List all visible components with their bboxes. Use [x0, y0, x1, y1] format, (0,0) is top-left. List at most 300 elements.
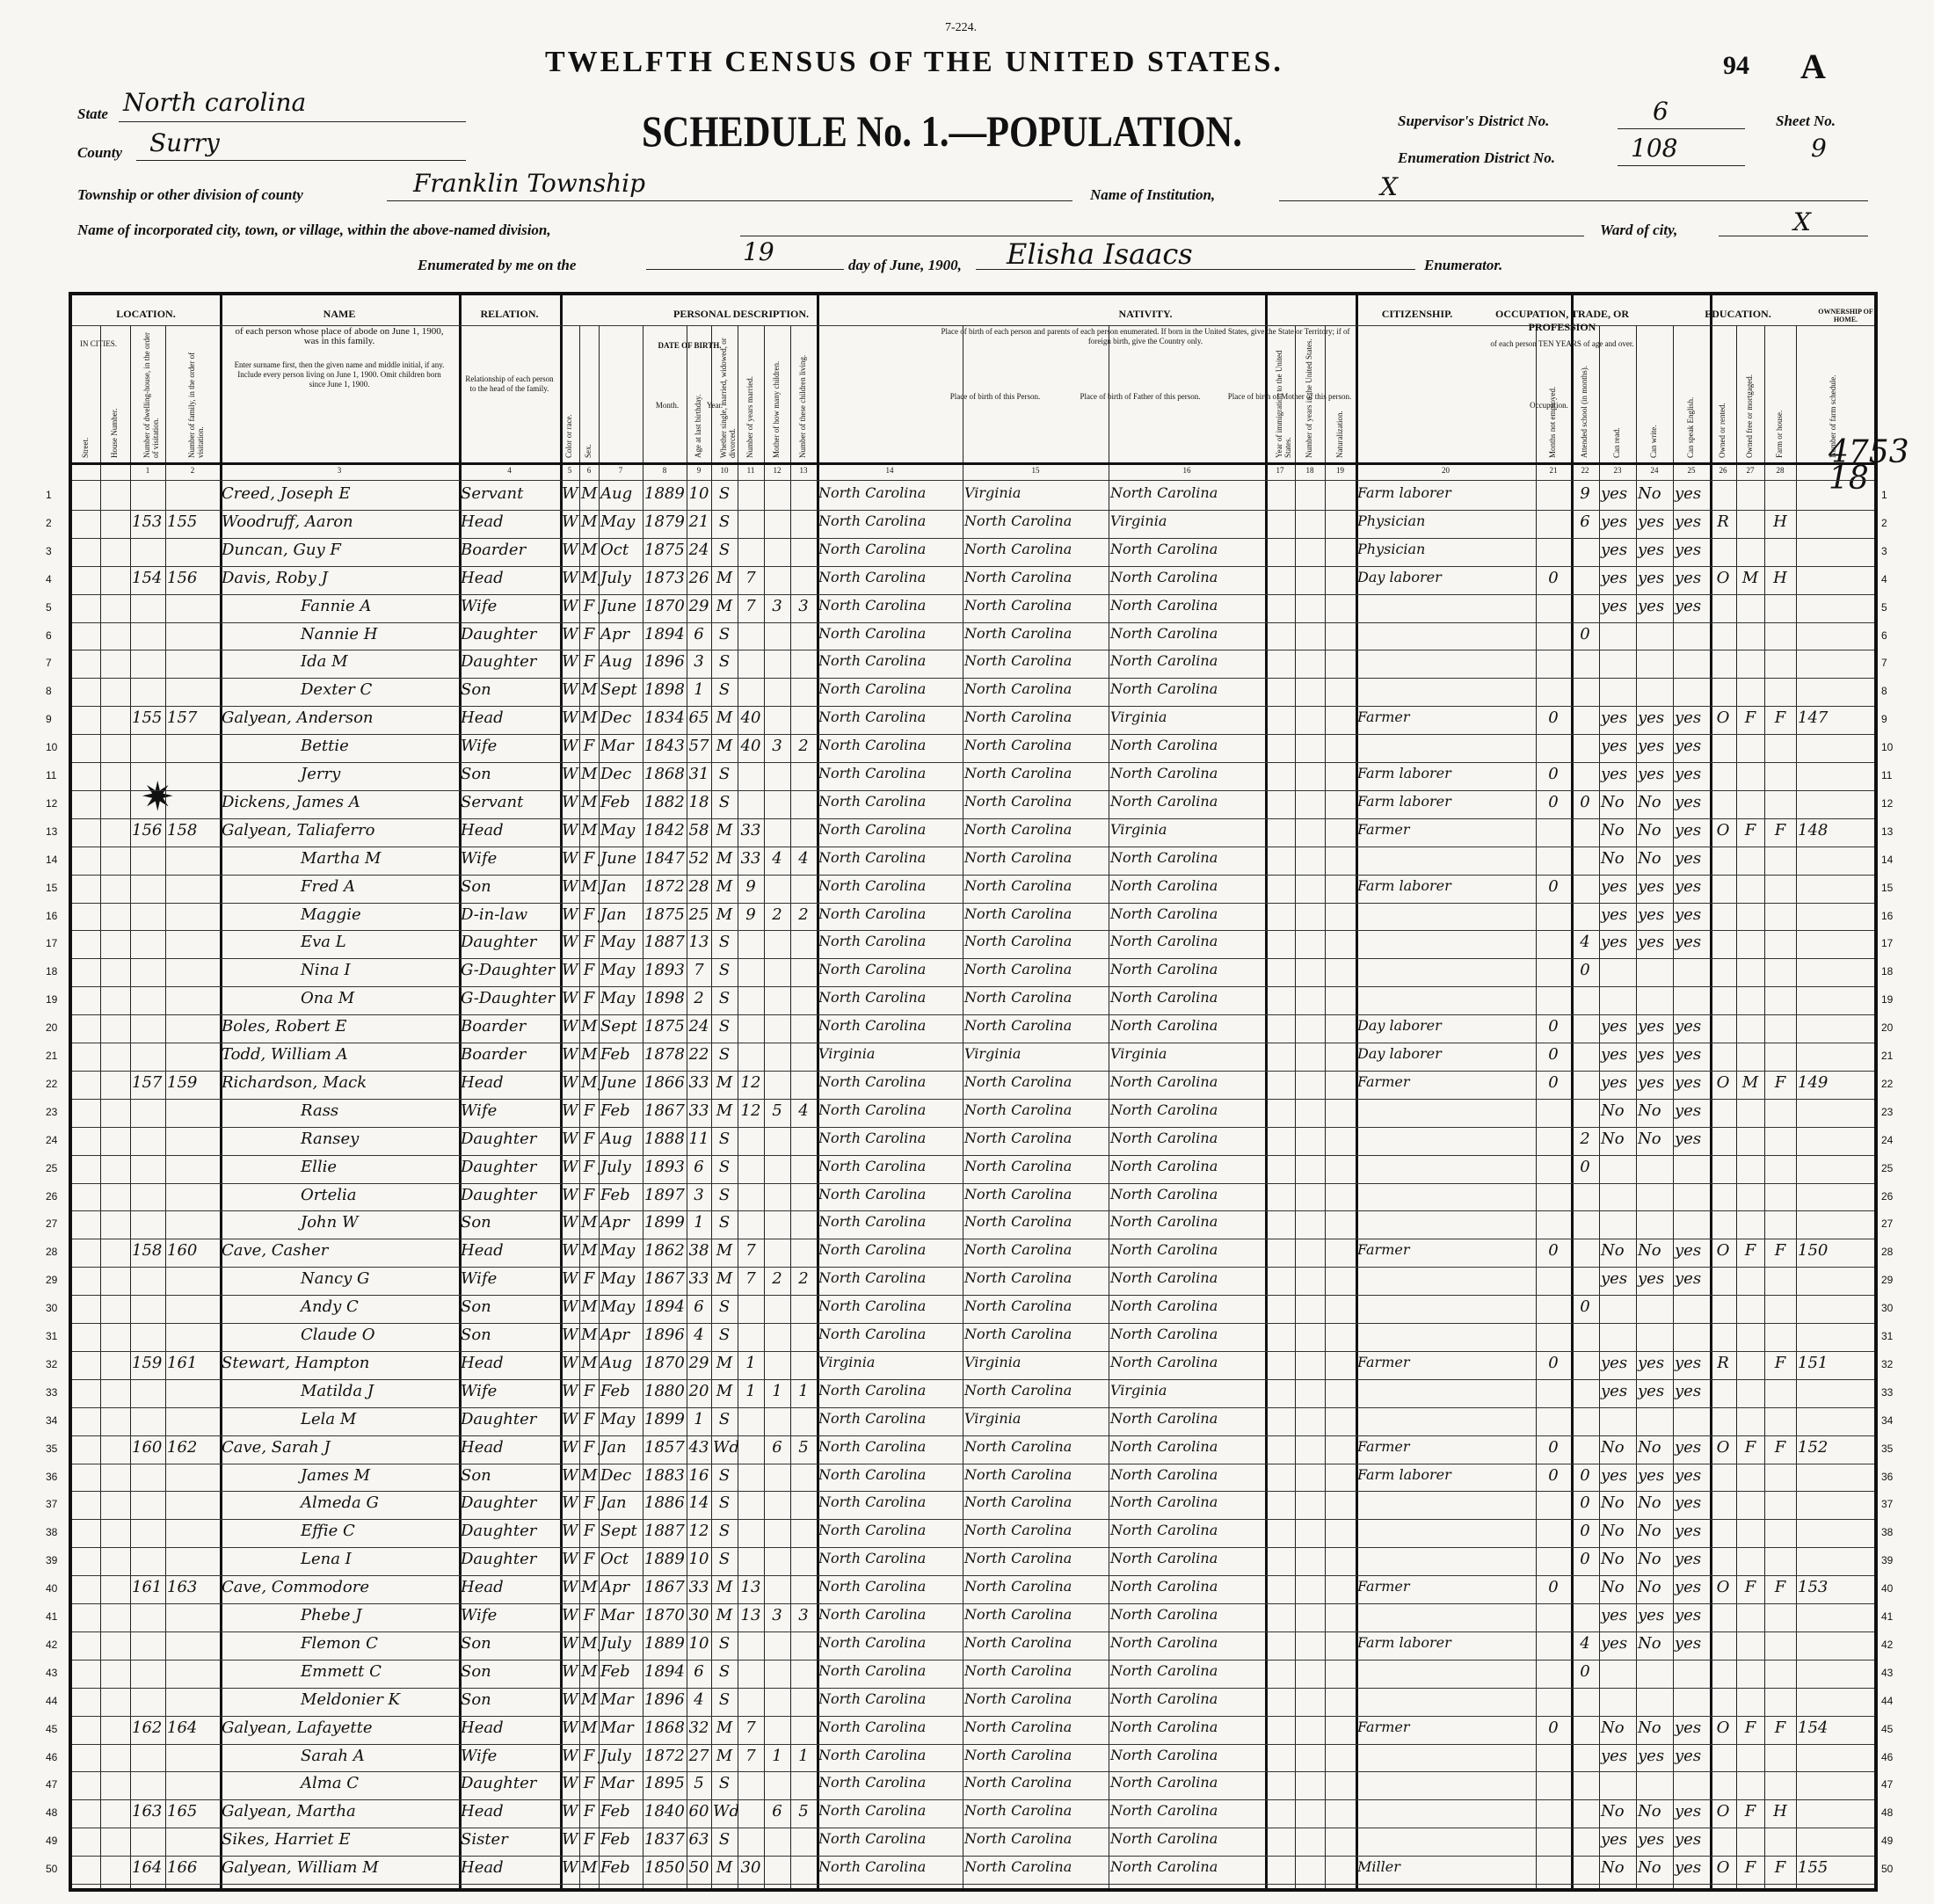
cell-sex: M	[581, 709, 598, 728]
cell-mb: Virginia	[1110, 512, 1167, 529]
cell-en: yes	[1675, 1465, 1702, 1485]
cell-name: Martha M	[301, 848, 382, 868]
cell-rel: Daughter	[461, 1550, 537, 1569]
cell-age: 3	[694, 1185, 704, 1204]
cell-mb: North Carolina	[1110, 1802, 1218, 1820]
line-number-right: 32	[1881, 1357, 1894, 1370]
cell-rel: Daughter	[461, 1409, 537, 1428]
cell-race: W	[562, 568, 578, 587]
line-number-right: 40	[1881, 1582, 1894, 1595]
line-number: 33	[46, 1385, 58, 1399]
line-number: 37	[46, 1498, 58, 1511]
cell-wr: yes	[1638, 1746, 1665, 1765]
cell-yr: 1899	[644, 1409, 685, 1428]
cell-rd: yes	[1601, 512, 1628, 531]
line-number: 8	[46, 685, 52, 698]
cell-sex: F	[583, 737, 595, 756]
cell-mb: North Carolina	[1110, 1578, 1218, 1595]
cell-or: O	[1716, 1578, 1730, 1597]
vertical-header: Months not employed.	[1548, 386, 1557, 458]
cell-rel: Head	[461, 512, 504, 531]
line-number: 6	[46, 629, 52, 642]
cell-bp: North Carolina	[818, 1578, 927, 1595]
vertical-header: Naturalization.	[1334, 411, 1344, 458]
cell-rd: yes	[1601, 1830, 1628, 1849]
cell-sex: M	[581, 680, 598, 700]
cell-bp: Virginia	[818, 1045, 876, 1062]
cell-age: 3	[694, 652, 704, 672]
line-number: 4	[46, 572, 52, 585]
institution-value: X	[1380, 172, 1398, 201]
cell-mc: 1	[772, 1746, 782, 1765]
cell-ms: S	[718, 1185, 731, 1204]
cell-fb: Virginia	[964, 1353, 1022, 1370]
table-row	[46, 1575, 1894, 1603]
cell-mb: North Carolina	[1110, 1101, 1218, 1118]
cell-rd: No	[1601, 1241, 1625, 1261]
cell-mon: Mar	[600, 1718, 634, 1737]
cell-ms: M	[716, 1101, 733, 1120]
cell-bp: North Carolina	[818, 1381, 927, 1399]
cell-age: 10	[688, 484, 709, 503]
cell-age: 31	[688, 765, 709, 783]
cell-mne: 0	[1548, 792, 1559, 811]
cell-race: W	[562, 1802, 578, 1821]
cell-mon: Jan	[600, 1493, 627, 1513]
cell-en: yes	[1675, 820, 1702, 839]
table-row	[46, 1744, 1894, 1772]
line-number-right: 42	[1881, 1638, 1894, 1651]
cell-yr: 1867	[644, 1578, 685, 1597]
cell-cl: 3	[798, 596, 809, 615]
cell-mb: North Carolina	[1110, 1241, 1218, 1259]
line-number-right: 20	[1881, 1021, 1894, 1035]
table-row	[46, 1688, 1894, 1716]
cell-mne: 0	[1548, 1578, 1559, 1597]
cell-wr: yes	[1638, 1465, 1665, 1485]
cell-race: W	[562, 848, 578, 868]
cell-age: 43	[688, 1437, 709, 1457]
cell-fb: North Carolina	[964, 737, 1072, 754]
line-number: 38	[46, 1526, 58, 1539]
line-number: 46	[46, 1750, 58, 1763]
cell-fh: F	[1774, 1437, 1786, 1457]
vertical-header: Number of farm schedule.	[1828, 374, 1837, 458]
cell-bp: North Carolina	[818, 905, 927, 922]
cell-yr: 1893	[644, 1157, 685, 1176]
cell-cl: 4	[798, 1101, 809, 1120]
cell-mon: Oct	[600, 1550, 629, 1569]
line-number-right: 36	[1881, 1470, 1894, 1483]
cell-rel: Daughter	[461, 624, 537, 643]
table-row	[46, 875, 1894, 903]
cell-race: W	[562, 680, 578, 700]
cell-yr: 1875	[644, 540, 685, 559]
township-label: Township or other division of county	[77, 186, 303, 203]
cell-race: W	[562, 737, 578, 756]
cell-mb: North Carolina	[1110, 1633, 1218, 1651]
cell-rel: Daughter	[461, 1493, 537, 1513]
cell-fm: F	[1744, 820, 1756, 839]
cell-ms: S	[718, 1157, 731, 1176]
line-number-right: 14	[1881, 853, 1894, 866]
table-row	[46, 706, 1887, 734]
line-number: 10	[46, 741, 58, 754]
table-row	[46, 1519, 1894, 1547]
cell-age: 29	[688, 1353, 709, 1372]
cell-name: Richardson, Mack	[222, 1072, 367, 1092]
cell-en: yes	[1675, 905, 1702, 924]
line-number: 45	[46, 1722, 58, 1735]
cell-mb: North Carolina	[1110, 540, 1218, 557]
cell-ym: 40	[740, 737, 761, 756]
table-row	[46, 1127, 1894, 1155]
header-bottom-rule	[72, 462, 1874, 465]
cell-fb: North Carolina	[964, 989, 1072, 1007]
cell-fb: North Carolina	[964, 1101, 1072, 1118]
table-row	[46, 566, 1887, 594]
cell-yr: 1894	[644, 624, 685, 643]
line-number-right: 4	[1881, 572, 1887, 585]
cell-mc: 6	[772, 1437, 782, 1457]
cell-fam: 164	[167, 1718, 198, 1737]
cell-ms: S	[718, 1129, 731, 1148]
table-row	[46, 958, 1894, 986]
cell-bp: North Carolina	[818, 596, 927, 614]
cell-ms: S	[718, 1017, 731, 1036]
cell-name: Todd, William A	[222, 1045, 348, 1064]
cell-dw: 163	[132, 1802, 163, 1821]
table-row	[46, 986, 1894, 1014]
table-row	[46, 1239, 1894, 1267]
cell-fam: 162	[167, 1437, 198, 1457]
cell-fam: 163	[167, 1578, 198, 1597]
vertical-header: Attended school (in months).	[1580, 366, 1589, 458]
cell-rel: Daughter	[461, 1129, 537, 1148]
cell-mon: June	[600, 596, 637, 615]
line-number-right: 26	[1881, 1189, 1894, 1203]
cell-age: 1	[694, 1409, 704, 1428]
cell-age: 6	[694, 1661, 704, 1681]
enumerated-mid: day of June, 1900,	[848, 257, 962, 273]
column-number: 25	[1687, 466, 1696, 475]
cell-bp: North Carolina	[818, 1072, 927, 1090]
cell-fh: H	[1773, 1802, 1787, 1821]
line-number-right: 29	[1881, 1274, 1894, 1287]
in-cities-header: IN CITIES.	[80, 339, 117, 348]
cell-ms: S	[718, 652, 731, 672]
table-row	[46, 1155, 1894, 1183]
cell-sch: 0	[1580, 1465, 1590, 1485]
row-rule	[72, 1884, 1874, 1885]
cell-fam: 155	[167, 512, 198, 531]
cell-race: W	[562, 1269, 578, 1289]
cell-rel: Son	[461, 765, 491, 783]
cell-bp: North Carolina	[818, 540, 927, 557]
cell-wr: No	[1638, 1633, 1661, 1653]
cell-rd: yes	[1601, 1045, 1628, 1064]
line-number: 24	[46, 1133, 58, 1146]
cell-mon: Feb	[600, 1045, 630, 1064]
cell-yr: 1879	[644, 512, 685, 531]
cell-mc: 3	[772, 737, 782, 756]
cell-wr: yes	[1638, 1353, 1665, 1372]
cell-mon: Mar	[600, 1606, 634, 1624]
cell-ms: S	[718, 933, 731, 952]
township-value: Franklin Township	[413, 169, 645, 198]
cell-race: W	[562, 933, 578, 952]
cell-cl: 5	[798, 1437, 809, 1457]
cell-fb: North Carolina	[964, 1578, 1072, 1595]
cell-bp: North Carolina	[818, 961, 927, 978]
cell-age: 12	[688, 1522, 709, 1541]
sheet-no-value: 9	[1811, 134, 1827, 163]
cell-age: 33	[688, 1578, 709, 1597]
cell-sch: 0	[1580, 1661, 1590, 1681]
cell-fb: North Carolina	[964, 709, 1072, 726]
cell-fb: North Carolina	[964, 1129, 1072, 1146]
month-header: Month.	[655, 401, 680, 410]
cell-yr: 1842	[644, 820, 685, 839]
cell-en: yes	[1675, 1830, 1702, 1849]
cell-ym: 9	[745, 905, 756, 924]
line-number: 21	[46, 1050, 58, 1062]
line-number-right: 24	[1881, 1133, 1894, 1146]
line-number-right: 7	[1881, 657, 1887, 670]
cell-fs: 151	[1798, 1353, 1829, 1372]
line-number: 42	[46, 1638, 58, 1651]
cell-sex: M	[581, 1072, 598, 1092]
cell-mon: Feb	[600, 792, 630, 811]
cell-rel: D-in-law	[461, 905, 528, 924]
line-number: 39	[46, 1554, 58, 1567]
cell-ym: 12	[740, 1101, 761, 1120]
cell-race: W	[562, 1718, 578, 1737]
cell-yr: 1889	[644, 1550, 685, 1569]
cell-mb: North Carolina	[1110, 848, 1218, 866]
line-number: 34	[46, 1413, 58, 1427]
line-number: 15	[46, 881, 58, 894]
line-number-right: 2	[1881, 516, 1887, 529]
cell-sch: 2	[1580, 1129, 1590, 1148]
cell-race: W	[562, 765, 578, 783]
line-number: 29	[46, 1274, 58, 1287]
enumerated-prefix: Enumerated by me on the	[418, 257, 577, 273]
ownership-header: OWNERSHIP OF HOME.	[1818, 308, 1873, 323]
cell-yr: 1894	[644, 1297, 685, 1317]
cell-ms: S	[718, 1830, 731, 1849]
cell-fb: North Carolina	[964, 765, 1072, 781]
cell-rd: yes	[1601, 1465, 1628, 1485]
cell-name: Woodruff, Aaron	[222, 512, 353, 531]
cell-en: yes	[1675, 540, 1702, 559]
cell-rel: Daughter	[461, 933, 537, 952]
cell-fam: 160	[167, 1241, 198, 1261]
cell-fh: F	[1774, 1353, 1786, 1372]
cell-occ: Day laborer	[1357, 1017, 1442, 1035]
cell-yr: 1840	[644, 1802, 685, 1821]
cell-sex: F	[583, 1157, 595, 1176]
table-row	[46, 1799, 1894, 1828]
cell-name: Davis, Roby J	[222, 568, 328, 587]
cell-mb: North Carolina	[1110, 624, 1218, 642]
cell-sex: F	[583, 624, 595, 643]
cell-name: James M	[301, 1465, 371, 1485]
cell-sex: F	[583, 1746, 595, 1765]
cell-rd: yes	[1601, 1353, 1628, 1372]
cell-ms: S	[718, 1297, 731, 1317]
name-instructions: Enter surname first, then the given name and middle initial, if any. Include every person living on June 1, 1900. Omit children born since June 1, 1900.	[234, 360, 445, 389]
cell-sex: F	[583, 1101, 595, 1120]
cell-ms: S	[718, 1550, 731, 1569]
column-number: 5	[567, 466, 572, 475]
vertical-header: Whether single, married, widowed, or divorced.	[719, 338, 737, 458]
cell-dw: 160	[132, 1437, 163, 1457]
cell-sex: M	[581, 1718, 598, 1737]
line-number: 23	[46, 1105, 58, 1118]
cell-rd: yes	[1601, 484, 1628, 503]
line-number: 1	[46, 489, 52, 501]
date-of-birth-header: DATE OF BIRTH.	[658, 341, 722, 350]
cell-yr: 1866	[644, 1072, 685, 1092]
cell-or: O	[1716, 1437, 1730, 1457]
cell-yr: 1870	[644, 1353, 685, 1372]
cell-sex: M	[581, 1241, 598, 1261]
cell-mb: North Carolina	[1110, 876, 1218, 894]
line-number: 2	[46, 516, 52, 529]
cell-mb: North Carolina	[1110, 1437, 1218, 1455]
cell-mb: North Carolina	[1110, 1746, 1218, 1763]
cell-mon: May	[600, 512, 636, 531]
cell-ym: 1	[745, 1353, 756, 1372]
cell-name: Sarah A	[301, 1746, 365, 1765]
cell-yr: 1850	[644, 1858, 685, 1878]
cell-mon: Feb	[600, 1858, 630, 1878]
cell-occ: Farmer	[1357, 1437, 1410, 1455]
cell-fb: North Carolina	[964, 1830, 1072, 1848]
table-row	[46, 1828, 1894, 1856]
line-number: 28	[46, 1246, 58, 1259]
cell-sex: M	[581, 1213, 598, 1232]
cell-age: 14	[688, 1493, 709, 1513]
cell-sex: F	[583, 933, 595, 952]
cell-fh: F	[1774, 709, 1786, 728]
cell-mc: 2	[772, 1269, 782, 1289]
cell-yr: 1889	[644, 1633, 685, 1653]
cell-fb: North Carolina	[964, 540, 1072, 557]
sheet-no-label: Sheet No.	[1776, 113, 1836, 129]
personal-description-header: PERSONAL DESCRIPTION.	[673, 308, 810, 320]
cell-rel: Servant	[461, 792, 524, 811]
cell-race: W	[562, 1830, 578, 1849]
line-number-right: 19	[1881, 993, 1894, 1007]
cell-yr: 1899	[644, 1213, 685, 1232]
vertical-header: Number of dwelling-house, in the order of visitation.	[142, 332, 160, 458]
cell-dw: 158	[132, 1241, 163, 1261]
vertical-header: Can read.	[1612, 427, 1621, 458]
cell-race: W	[562, 1101, 578, 1120]
cell-wr: yes	[1638, 709, 1665, 728]
cell-fb: North Carolina	[964, 848, 1072, 866]
cell-race: W	[562, 989, 578, 1008]
cell-yr: 1872	[644, 1746, 685, 1765]
cell-en: yes	[1675, 933, 1702, 952]
cell-sex: F	[583, 961, 595, 980]
cell-en: yes	[1675, 568, 1702, 587]
cell-rd: yes	[1601, 933, 1628, 952]
cell-sex: F	[583, 596, 595, 615]
cell-mb: North Carolina	[1110, 1830, 1218, 1848]
cell-race: W	[562, 1746, 578, 1765]
cell-wr: yes	[1638, 1269, 1665, 1289]
line-number: 16	[46, 909, 58, 922]
cell-wr: No	[1638, 1101, 1661, 1120]
cell-sch: 0	[1580, 1550, 1590, 1569]
cell-yr: 1897	[644, 1185, 685, 1204]
cell-en: yes	[1675, 1633, 1702, 1653]
line-number-right: 35	[1881, 1442, 1894, 1455]
line-number-right: 15	[1881, 881, 1894, 894]
cell-fb: North Carolina	[964, 1493, 1072, 1511]
cell-ms: S	[718, 1465, 731, 1485]
vertical-header: Owned free or mortgaged.	[1745, 374, 1754, 458]
cell-mb: North Carolina	[1110, 1269, 1218, 1287]
cell-sex: F	[583, 1522, 595, 1541]
cell-rel: Sister	[461, 1830, 508, 1849]
line-number-right: 12	[1881, 796, 1894, 810]
line-number: 48	[46, 1806, 58, 1820]
cell-fb: North Carolina	[964, 1437, 1072, 1455]
cell-fm: F	[1744, 1858, 1756, 1878]
cell-fb: North Carolina	[964, 568, 1072, 585]
cell-mon: May	[600, 933, 636, 952]
cell-ms: S	[718, 1661, 731, 1681]
cell-rel: Boarder	[461, 540, 527, 559]
cell-sex: F	[583, 1381, 595, 1400]
cell-ym: 13	[740, 1578, 761, 1597]
cell-rd: yes	[1601, 1746, 1628, 1765]
cell-cl: 1	[798, 1746, 809, 1765]
cell-mon: Dec	[600, 709, 632, 728]
supervisor-value: 6	[1653, 97, 1669, 126]
cell-name: Duncan, Guy F	[222, 540, 341, 559]
cell-fh: F	[1774, 1241, 1786, 1261]
cell-name: Claude O	[301, 1326, 375, 1344]
cell-yr: 1870	[644, 1606, 685, 1624]
cell-dw: 159	[132, 1353, 163, 1372]
cell-bp: North Carolina	[818, 1409, 927, 1427]
cell-age: 57	[688, 737, 709, 756]
star-mark-icon: ✷	[141, 774, 175, 819]
cell-en: yes	[1675, 1606, 1702, 1624]
cell-mon: Aug	[600, 1353, 633, 1372]
cell-yr: 1888	[644, 1129, 685, 1148]
table-row	[46, 1464, 1894, 1492]
cell-mb: North Carolina	[1110, 680, 1218, 698]
birth-father-header: Place of birth of Father of this person.	[1080, 392, 1201, 401]
cell-rel: Son	[461, 1633, 491, 1653]
cell-en: yes	[1675, 848, 1702, 868]
vertical-header: Number of years in the United States.	[1305, 338, 1313, 458]
table-row	[46, 482, 1887, 510]
line-number-right: 38	[1881, 1526, 1894, 1539]
cell-occ: Farmer	[1357, 1353, 1410, 1370]
cell-rel: Head	[461, 1718, 504, 1737]
cell-ym: 7	[745, 596, 756, 615]
cell-bp: North Carolina	[818, 765, 927, 781]
cell-ms: S	[718, 512, 731, 531]
cell-fb: North Carolina	[964, 961, 1072, 978]
